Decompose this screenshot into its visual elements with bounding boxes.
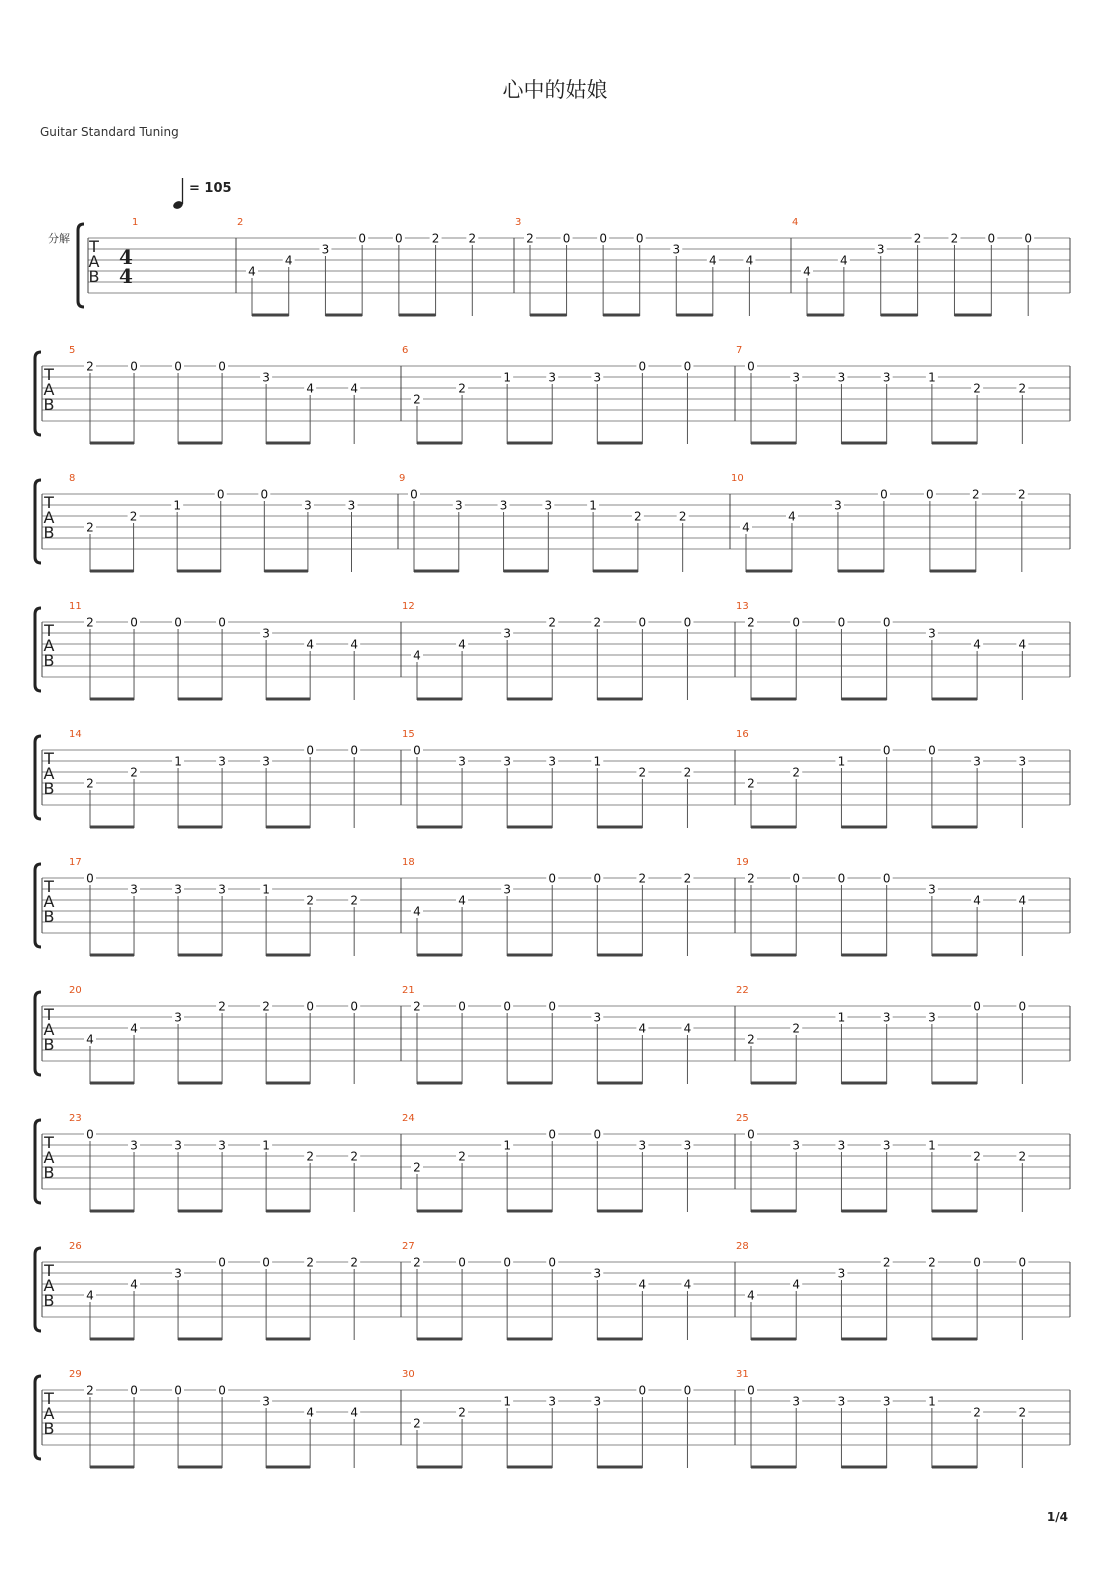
tab-note: 4 bbox=[458, 893, 466, 908]
tab-note: 2 bbox=[638, 765, 647, 780]
tab-note: 4 bbox=[284, 253, 293, 268]
tab-clef-t: T bbox=[44, 1261, 54, 1280]
tab-note: 4 bbox=[1018, 637, 1027, 652]
tab-note: 3 bbox=[174, 1266, 182, 1281]
tab-note: 2 bbox=[972, 487, 980, 502]
tab-note: 0 bbox=[1018, 1255, 1027, 1270]
system-bracket bbox=[35, 864, 41, 947]
tab-clef-b: B bbox=[43, 1163, 55, 1182]
measure-number: 16 bbox=[736, 729, 749, 740]
tab-note: 0 bbox=[503, 1255, 511, 1270]
tab-note: 3 bbox=[928, 626, 936, 641]
system-bracket bbox=[35, 1248, 41, 1331]
tab-note: 3 bbox=[454, 498, 463, 513]
tab-note: 2 bbox=[792, 765, 801, 780]
tab-note: 0 bbox=[683, 615, 692, 630]
tab-note: 4 bbox=[840, 253, 848, 268]
tempo-marking: = 105 bbox=[189, 181, 232, 196]
tab-note: 4 bbox=[350, 381, 358, 396]
tab-note: 1 bbox=[262, 882, 270, 897]
tab-note: 4 bbox=[745, 253, 754, 268]
measure-number: 17 bbox=[69, 857, 82, 868]
system-bracket bbox=[78, 224, 84, 307]
tab-note: 3 bbox=[548, 754, 557, 769]
measure-number: 19 bbox=[736, 857, 749, 868]
tab-note: 3 bbox=[593, 1266, 602, 1281]
tab-clef-b: B bbox=[43, 651, 55, 670]
tab-note: 3 bbox=[882, 370, 891, 385]
tab-note: 3 bbox=[973, 754, 981, 769]
tab-note: 3 bbox=[262, 754, 270, 769]
tab-note: 4 bbox=[130, 1021, 138, 1036]
tab-note: 4 bbox=[788, 509, 796, 524]
tab-note: 0 bbox=[413, 743, 421, 758]
tab-note: 0 bbox=[260, 487, 269, 502]
tab-note: 4 bbox=[306, 1405, 314, 1420]
tab-clef-b: B bbox=[43, 907, 55, 926]
tab-clef-a: A bbox=[43, 1276, 55, 1295]
tab-note: 0 bbox=[747, 1383, 755, 1398]
tab-note: 0 bbox=[837, 615, 846, 630]
tab-clef-a: A bbox=[43, 892, 55, 911]
tab-note: 0 bbox=[130, 359, 138, 374]
measure-number: 27 bbox=[402, 1241, 415, 1252]
tab-note: 2 bbox=[1018, 381, 1027, 396]
tab-note: 2 bbox=[747, 776, 755, 791]
tab-note: 0 bbox=[262, 1255, 270, 1270]
tab-note: 3 bbox=[218, 882, 226, 897]
tab-note: 0 bbox=[86, 871, 94, 886]
tab-note: 4 bbox=[306, 637, 314, 652]
tab-note: 3 bbox=[548, 1394, 557, 1409]
measure-number: 7 bbox=[736, 345, 743, 356]
tab-clef-a: A bbox=[43, 1404, 55, 1423]
tab-note: 0 bbox=[503, 999, 511, 1014]
tab-note: 0 bbox=[562, 231, 571, 246]
tab-note: 1 bbox=[593, 754, 602, 769]
tab-note: 2 bbox=[350, 1149, 358, 1164]
tab-note: 2 bbox=[130, 765, 138, 780]
tab-clef-b: B bbox=[43, 395, 55, 414]
tab-note: 0 bbox=[130, 1383, 138, 1398]
measure-number: 8 bbox=[69, 473, 76, 484]
tab-note: 2 bbox=[973, 1405, 981, 1420]
tab-note: 3 bbox=[792, 1394, 801, 1409]
system-bracket bbox=[35, 1120, 41, 1203]
tab-note: 3 bbox=[593, 1010, 602, 1025]
tab-note: 3 bbox=[174, 882, 182, 897]
measure-number: 20 bbox=[69, 985, 82, 996]
tab-note: 1 bbox=[503, 370, 511, 385]
tab-note: 0 bbox=[792, 615, 801, 630]
tab-note: 4 bbox=[709, 253, 717, 268]
tab-note: 0 bbox=[747, 359, 755, 374]
tab-note: 0 bbox=[973, 1255, 981, 1270]
system-bracket bbox=[35, 1376, 41, 1459]
tab-note: 3 bbox=[503, 882, 511, 897]
tab-note: 2 bbox=[86, 359, 94, 374]
tab-note: 4 bbox=[638, 1021, 647, 1036]
tab-note: 0 bbox=[882, 743, 891, 758]
measure-number: 21 bbox=[402, 985, 415, 996]
tab-clef-t: T bbox=[44, 1005, 54, 1024]
tab-note: 0 bbox=[174, 615, 182, 630]
tab-note: 2 bbox=[683, 765, 692, 780]
tab-clef-t: T bbox=[44, 749, 54, 768]
tab-note: 0 bbox=[395, 231, 403, 246]
tab-note: 2 bbox=[950, 231, 959, 246]
tab-note: 2 bbox=[306, 1255, 314, 1270]
measure-number: 9 bbox=[399, 473, 406, 484]
tab-note: 3 bbox=[792, 1138, 801, 1153]
tab-note: 3 bbox=[792, 370, 801, 385]
tab-note: 3 bbox=[130, 1138, 138, 1153]
measure-number: 15 bbox=[402, 729, 415, 740]
tab-note: 0 bbox=[458, 1255, 466, 1270]
tab-note: 0 bbox=[306, 743, 314, 758]
tab-note: 2 bbox=[678, 509, 687, 524]
tab-note: 3 bbox=[928, 1010, 936, 1025]
tab-note: 4 bbox=[683, 1277, 692, 1292]
tab-note: 2 bbox=[306, 1149, 314, 1164]
tab-note: 2 bbox=[882, 1255, 891, 1270]
tab-note: 3 bbox=[174, 1138, 182, 1153]
tab-note: 3 bbox=[672, 242, 681, 257]
tab-note: 0 bbox=[837, 871, 846, 886]
tab-note: 3 bbox=[347, 498, 356, 513]
tab-note: 2 bbox=[306, 893, 314, 908]
measure-number: 12 bbox=[402, 601, 415, 612]
tab-clef-b: B bbox=[43, 523, 55, 542]
tab-note: 0 bbox=[635, 231, 644, 246]
tab-note: 0 bbox=[548, 999, 557, 1014]
measure-number: 4 bbox=[792, 217, 799, 228]
tab-note: 3 bbox=[834, 498, 842, 513]
tab-note: 3 bbox=[503, 754, 511, 769]
tab-note: 2 bbox=[218, 999, 226, 1014]
tab-note: 2 bbox=[747, 871, 755, 886]
tab-clef-t: T bbox=[44, 1389, 54, 1408]
tab-clef-b: B bbox=[43, 1291, 55, 1310]
measure-number: 29 bbox=[69, 1369, 82, 1380]
tab-note: 2 bbox=[413, 392, 421, 407]
tab-note: 2 bbox=[1018, 1405, 1027, 1420]
tab-note: 2 bbox=[526, 231, 534, 246]
tab-note: 2 bbox=[86, 520, 94, 535]
tab-note: 2 bbox=[350, 893, 358, 908]
measure-number: 24 bbox=[402, 1113, 415, 1124]
tab-note: 0 bbox=[548, 1127, 557, 1142]
tab-note: 4 bbox=[350, 637, 358, 652]
tab-note: 3 bbox=[837, 1138, 846, 1153]
tab-note: 1 bbox=[928, 1394, 936, 1409]
tab-note: 3 bbox=[304, 498, 312, 513]
tab-clef-a: A bbox=[43, 380, 55, 399]
system-bracket bbox=[35, 736, 41, 819]
tab-note: 2 bbox=[593, 615, 602, 630]
measure-number: 13 bbox=[736, 601, 749, 612]
tab-note: 1 bbox=[262, 1138, 270, 1153]
tab-note: 3 bbox=[262, 626, 270, 641]
tab-note: 2 bbox=[413, 999, 421, 1014]
system-bracket bbox=[35, 352, 41, 435]
tab-note: 2 bbox=[928, 1255, 936, 1270]
tab-note: 4 bbox=[86, 1288, 94, 1303]
tab-note: 2 bbox=[973, 381, 981, 396]
tab-clef-a: A bbox=[43, 1148, 55, 1167]
measure-number: 3 bbox=[515, 217, 522, 228]
tab-clef-b: B bbox=[43, 1419, 55, 1438]
score-title: 心中的姑娘 bbox=[502, 78, 608, 102]
tab-note: 2 bbox=[747, 1032, 755, 1047]
tab-note: 2 bbox=[129, 509, 138, 524]
tab-note: 3 bbox=[321, 242, 330, 257]
tab-note: 1 bbox=[173, 498, 181, 513]
tab-note: 0 bbox=[599, 231, 607, 246]
tab-note: 0 bbox=[174, 359, 182, 374]
tab-note: 4 bbox=[747, 1288, 755, 1303]
tuning-label: Guitar Standard Tuning bbox=[40, 125, 179, 139]
tab-note: 2 bbox=[683, 871, 692, 886]
measure-number: 22 bbox=[736, 985, 749, 996]
tab-note: 3 bbox=[262, 370, 270, 385]
measure-number: 25 bbox=[736, 1113, 749, 1124]
tab-clef-b: B bbox=[43, 1035, 55, 1054]
tab-note: 3 bbox=[876, 242, 885, 257]
tab-note: 0 bbox=[350, 743, 358, 758]
measure-number: 1 bbox=[132, 217, 139, 228]
tab-note: 3 bbox=[882, 1394, 891, 1409]
tab-note: 3 bbox=[882, 1010, 891, 1025]
tab-clef-t: T bbox=[44, 1133, 54, 1152]
tab-note: 2 bbox=[638, 871, 647, 886]
tab-note: 0 bbox=[350, 999, 358, 1014]
tab-note: 4 bbox=[86, 1032, 94, 1047]
tab-note: 2 bbox=[1018, 487, 1026, 502]
measure-number: 10 bbox=[731, 473, 744, 484]
tab-note: 3 bbox=[499, 498, 508, 513]
tab-clef-t: T bbox=[44, 877, 54, 896]
tab-note: 4 bbox=[1018, 893, 1027, 908]
tab-note: 3 bbox=[503, 626, 511, 641]
tab-note: 0 bbox=[174, 1383, 182, 1398]
tab-note: 3 bbox=[548, 370, 557, 385]
tab-note: 3 bbox=[837, 1394, 846, 1409]
tab-note: 4 bbox=[248, 264, 256, 279]
tab-note: 2 bbox=[634, 509, 642, 524]
tab-note: 4 bbox=[306, 381, 314, 396]
tab-clef-t: T bbox=[89, 237, 99, 256]
tab-note: 3 bbox=[218, 754, 226, 769]
tab-note: 3 bbox=[683, 1138, 692, 1153]
tab-note: 0 bbox=[638, 1383, 647, 1398]
tab-note: 2 bbox=[973, 1149, 981, 1164]
measure-number: 14 bbox=[69, 729, 82, 740]
tab-clef-a: A bbox=[43, 636, 55, 655]
tab-note: 0 bbox=[218, 1255, 226, 1270]
measure-number: 31 bbox=[736, 1369, 749, 1380]
tab-note: 3 bbox=[544, 498, 553, 513]
tab-note: 3 bbox=[1018, 754, 1027, 769]
tab-note: 2 bbox=[262, 999, 270, 1014]
tab-note: 2 bbox=[468, 231, 477, 246]
tab-note: 3 bbox=[262, 1394, 270, 1409]
tab-clef-a: A bbox=[43, 508, 55, 527]
tab-note: 4 bbox=[792, 1277, 801, 1292]
tab-note: 4 bbox=[973, 893, 981, 908]
tab-note: 0 bbox=[593, 871, 602, 886]
tab-note: 2 bbox=[86, 1383, 94, 1398]
tab-note: 3 bbox=[174, 1010, 182, 1025]
tab-note: 0 bbox=[880, 487, 888, 502]
tab-note: 0 bbox=[130, 615, 138, 630]
tab-note: 0 bbox=[548, 871, 557, 886]
tab-clef-a: A bbox=[88, 252, 100, 271]
tab-note: 2 bbox=[350, 1255, 358, 1270]
tab-clef-b: B bbox=[88, 267, 100, 286]
measure-number: 28 bbox=[736, 1241, 749, 1252]
tab-note: 0 bbox=[1024, 231, 1033, 246]
tab-note: 2 bbox=[913, 231, 922, 246]
tab-note: 0 bbox=[218, 359, 226, 374]
tab-note: 4 bbox=[130, 1277, 138, 1292]
measure-number: 2 bbox=[237, 217, 244, 228]
tab-clef-a: A bbox=[43, 764, 55, 783]
tab-note: 2 bbox=[413, 1416, 421, 1431]
tab-clef-t: T bbox=[44, 365, 54, 384]
tab-note: 0 bbox=[683, 359, 692, 374]
tab-note: 0 bbox=[882, 615, 891, 630]
tab-note: 4 bbox=[350, 1405, 358, 1420]
tab-note: 3 bbox=[837, 1266, 846, 1281]
tab-note: 3 bbox=[593, 370, 602, 385]
tab-note: 0 bbox=[683, 1383, 692, 1398]
tab-note: 0 bbox=[973, 999, 981, 1014]
tab-note: 0 bbox=[306, 999, 314, 1014]
measure-number: 30 bbox=[402, 1369, 415, 1380]
tab-note: 2 bbox=[413, 1255, 421, 1270]
tab-note: 2 bbox=[548, 615, 557, 630]
tab-note: 0 bbox=[410, 487, 418, 502]
system-bracket bbox=[35, 992, 41, 1075]
tab-note: 0 bbox=[882, 871, 891, 886]
tab-note: 2 bbox=[458, 1149, 466, 1164]
tab-note: 4 bbox=[413, 648, 421, 663]
tab-note: 3 bbox=[928, 882, 936, 897]
tab-note: 0 bbox=[747, 1127, 755, 1142]
tab-note: 2 bbox=[1018, 1149, 1027, 1164]
tab-note: 1 bbox=[837, 754, 846, 769]
tab-note: 3 bbox=[638, 1138, 647, 1153]
tab-note: 3 bbox=[130, 882, 138, 897]
tab-note: 0 bbox=[926, 487, 934, 502]
tab-note: 0 bbox=[548, 1255, 557, 1270]
tab-note: 2 bbox=[747, 615, 755, 630]
tab-note: 3 bbox=[458, 754, 466, 769]
tab-note: 0 bbox=[593, 1127, 602, 1142]
tab-note: 0 bbox=[987, 231, 996, 246]
tab-note: 0 bbox=[86, 1127, 94, 1142]
tab-note: 3 bbox=[882, 1138, 891, 1153]
system-bracket bbox=[35, 608, 41, 691]
tab-clef-t: T bbox=[44, 493, 54, 512]
tab-note: 3 bbox=[593, 1394, 602, 1409]
tab-note: 2 bbox=[86, 776, 94, 791]
tab-note: 1 bbox=[928, 370, 936, 385]
tab-note: 4 bbox=[803, 264, 811, 279]
tab-note: 1 bbox=[837, 1010, 846, 1025]
tab-note: 1 bbox=[503, 1394, 511, 1409]
tab-note: 2 bbox=[86, 615, 94, 630]
page-number: 1/4 bbox=[1046, 1510, 1068, 1524]
tab-note: 4 bbox=[638, 1277, 647, 1292]
tab-note: 2 bbox=[413, 1160, 421, 1175]
tab-note: 3 bbox=[218, 1138, 226, 1153]
tab-note: 4 bbox=[458, 637, 466, 652]
tab-note: 1 bbox=[928, 1138, 936, 1153]
tab-note: 2 bbox=[792, 1021, 801, 1036]
tab-note: 0 bbox=[458, 999, 466, 1014]
tab-note: 1 bbox=[589, 498, 597, 513]
measure-number: 5 bbox=[69, 345, 76, 356]
tab-clef-t: T bbox=[44, 621, 54, 640]
tab-note: 0 bbox=[218, 1383, 226, 1398]
tab-note: 4 bbox=[742, 520, 750, 535]
measure-number: 11 bbox=[69, 601, 82, 612]
time-signature-bottom: 4 bbox=[119, 264, 133, 288]
tab-note: 4 bbox=[413, 904, 421, 919]
tab-note: 2 bbox=[458, 381, 466, 396]
tab-note: 4 bbox=[973, 637, 981, 652]
tab-note: 0 bbox=[792, 871, 801, 886]
tab-note: 0 bbox=[216, 487, 225, 502]
tab-note: 0 bbox=[928, 743, 936, 758]
tab-note: 2 bbox=[431, 231, 440, 246]
tab-note: 4 bbox=[683, 1021, 692, 1036]
tab-note: 0 bbox=[218, 615, 226, 630]
system-bracket bbox=[35, 480, 41, 563]
tab-note: 0 bbox=[358, 231, 366, 246]
tab-note: 3 bbox=[837, 370, 846, 385]
tab-note: 0 bbox=[1018, 999, 1027, 1014]
tab-note: 1 bbox=[174, 754, 182, 769]
measure-number: 26 bbox=[69, 1241, 82, 1252]
time-signature-top: 4 bbox=[119, 245, 133, 269]
tab-note: 0 bbox=[638, 615, 647, 630]
tab-note: 0 bbox=[638, 359, 647, 374]
tab-clef-a: A bbox=[43, 1020, 55, 1039]
measure-number: 18 bbox=[402, 857, 415, 868]
tab-clef-b: B bbox=[43, 779, 55, 798]
measure-number: 6 bbox=[402, 345, 409, 356]
instrument-label: 分解 bbox=[48, 232, 70, 245]
tab-note: 2 bbox=[458, 1405, 466, 1420]
tab-note: 1 bbox=[503, 1138, 511, 1153]
measure-number: 23 bbox=[69, 1113, 82, 1124]
